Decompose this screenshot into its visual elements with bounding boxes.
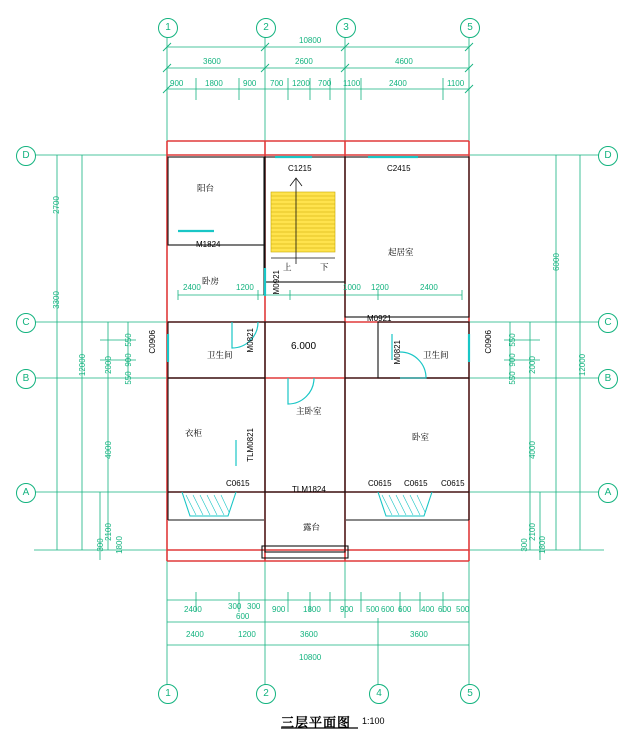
dim-left-3300: 3300 (52, 291, 61, 309)
tag-C2415: C2415 (387, 164, 411, 173)
grid-bubble-right-c[interactable]: C (598, 313, 618, 333)
dim-right-900: 900 (508, 353, 517, 367)
dim-bot2-3600a: 3600 (300, 630, 318, 639)
dim-left-2100: 2100 (104, 523, 113, 541)
dim-right-6000: 6000 (552, 253, 561, 271)
grid-bubble-top-5[interactable]: 5 (460, 18, 480, 38)
dim-interior-1200a: 1200 (236, 283, 254, 292)
grid-bubble-top-3[interactable]: 3 (336, 18, 356, 38)
dim-right-300: 300 (520, 538, 529, 552)
dim-right-550b: 550 (508, 371, 517, 385)
grid-bubble-left-c[interactable]: C (16, 313, 36, 333)
dim-bot2-1200: 1200 (238, 630, 256, 639)
dim-bot1-300b: 300 (247, 602, 261, 611)
grid-bubble-bottom-4[interactable]: 4 (369, 684, 389, 704)
dim-top3-1100a: 1100 (343, 79, 361, 88)
dim-left-550b: 550 (124, 371, 133, 385)
staircase (271, 178, 335, 264)
tag-C0615-c: C0615 (404, 479, 428, 488)
dim-bot1-2400: 2400 (184, 605, 202, 614)
grid-bubble-left-a[interactable]: A (16, 483, 36, 503)
room-label-bedroom-right: 卧室 (412, 432, 430, 442)
room-label-bedroom-top: 卧房 (202, 276, 220, 286)
grid-bubble-right-d[interactable]: D (598, 146, 618, 166)
dim-top3-900a: 900 (170, 79, 184, 88)
dim-right-12000: 12000 (578, 353, 587, 377)
tag-M0821-right: M0821 (393, 340, 402, 365)
floor-level-marker: 6.000 (291, 341, 317, 352)
dim-bot1-500b: 500 (456, 605, 470, 614)
tag-C0906-right: C0906 (484, 330, 493, 354)
grid-bubble-bottom-2[interactable]: 2 (256, 684, 276, 704)
dim-top-3600: 3600 (203, 57, 221, 66)
dim-left-4000: 4000 (104, 441, 113, 459)
tag-C0615-d: C0615 (441, 479, 465, 488)
room-label-bathroom-left: 卫生间 (207, 350, 233, 360)
dim-top3-1100b: 1100 (447, 79, 465, 88)
dim-left-1800: 1800 (115, 536, 124, 554)
dim-top3-900b: 900 (243, 79, 257, 88)
tag-C1215: C1215 (288, 164, 312, 173)
dim-bot1-600d: 600 (438, 605, 452, 614)
dim-bot3-total: 10800 (299, 653, 322, 662)
tag-TLM1824: TLM1824 (292, 485, 326, 494)
dim-bot1-300a: 300 (228, 602, 242, 611)
grid-bubble-left-d[interactable]: D (16, 146, 36, 166)
dim-top3-1800: 1800 (205, 79, 223, 88)
dim-top3-700a: 700 (270, 79, 284, 88)
dim-interior-2400a: 2400 (183, 283, 201, 292)
tag-C0615-a: C0615 (226, 479, 250, 488)
dim-right-4000: 4000 (528, 441, 537, 459)
dim-interior-2400b: 2400 (420, 283, 438, 292)
dim-right-2000: 2000 (528, 356, 537, 374)
grid-bubble-right-a[interactable]: A (598, 483, 618, 503)
tag-C0906-left: C0906 (148, 330, 157, 354)
room-label-bathroom-right: 卫生间 (423, 350, 449, 360)
dim-left-550a: 550 (124, 333, 133, 347)
dim-bot1-600b: 600 (381, 605, 395, 614)
grid-bubble-left-b[interactable]: B (16, 369, 36, 389)
room-label-living: 起居室 (388, 247, 414, 257)
tag-M0921: M0921 (367, 314, 392, 323)
tag-M1824: M1824 (196, 240, 221, 249)
dim-left-300: 300 (96, 538, 105, 552)
grid-bubble-top-2[interactable]: 2 (256, 18, 276, 38)
room-label-wardrobe: 衣柜 (185, 428, 203, 438)
dim-interior-1000: 1000 (343, 283, 361, 292)
dim-bot1-1800: 1800 (303, 605, 321, 614)
grid-bubble-top-1[interactable]: 1 (158, 18, 178, 38)
tag-C0615-b: C0615 (368, 479, 392, 488)
drawing-scale: 1:100 (362, 716, 385, 726)
dim-right-1800: 1800 (538, 536, 547, 554)
dim-right-550a: 550 (508, 333, 517, 347)
stair-up-label: 上 (283, 262, 292, 272)
room-label-balcony: 阳台 (197, 183, 215, 193)
dim-top-total: 10800 (299, 36, 322, 45)
dim-left-2700: 2700 (52, 196, 61, 214)
room-label-master-bedroom: 主卧室 (296, 406, 322, 416)
dim-bot1-900a: 900 (272, 605, 286, 614)
dim-left-900: 900 (124, 353, 133, 367)
drawing-title: 三层平面图 (281, 715, 352, 730)
grid-bubble-bottom-5[interactable]: 5 (460, 684, 480, 704)
stair-down-label: 下 (320, 262, 329, 272)
dim-top3-700b: 700 (318, 79, 332, 88)
tag-TLM0821: TLM0821 (246, 428, 255, 462)
room-label-terrace: 露台 (303, 522, 321, 532)
dim-bot1-900b: 900 (340, 605, 354, 614)
grid-bubble-right-b[interactable]: B (598, 369, 618, 389)
tag-M0821-left: M0821 (246, 328, 255, 353)
dim-left-2000: 2000 (104, 356, 113, 374)
dim-bot1-400: 400 (421, 605, 435, 614)
dim-top3-1200: 1200 (292, 79, 310, 88)
dim-bot2-3600b: 3600 (410, 630, 428, 639)
grid-bubble-bottom-1[interactable]: 1 (158, 684, 178, 704)
dim-top-2600: 2600 (295, 57, 313, 66)
dim-bot1-500a: 500 (366, 605, 380, 614)
dim-top3-2400: 2400 (389, 79, 407, 88)
dim-bot1-600c: 600 (398, 605, 412, 614)
dim-bot1-600a: 600 (236, 612, 250, 621)
dim-right-2100: 2100 (528, 523, 537, 541)
dim-top-4600: 4600 (395, 57, 413, 66)
dim-bot2-2400: 2400 (186, 630, 204, 639)
dim-left-12000: 12000 (78, 353, 87, 377)
tag-M0921-vertical: M0921 (272, 270, 281, 295)
dim-interior-1200b: 1200 (371, 283, 389, 292)
